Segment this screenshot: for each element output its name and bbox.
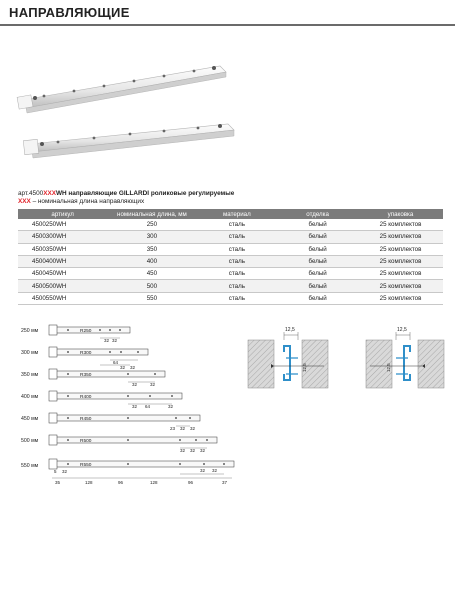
table-cell: белый — [277, 268, 358, 280]
r-label: R300 — [80, 351, 92, 356]
table-cell: 4500250WH — [18, 219, 107, 231]
size-label: 500 мм — [21, 438, 39, 444]
table-cell: сталь — [197, 255, 278, 267]
table-cell: 25 комплектов — [358, 243, 443, 255]
table-cell: сталь — [197, 231, 278, 243]
size-labels — [21, 328, 39, 469]
size-label: 550 мм — [21, 463, 39, 469]
table-cell: белый — [277, 292, 358, 304]
section-dim-side: 12,5 — [386, 363, 391, 372]
table-cell: 500 — [107, 280, 196, 292]
page-header — [0, 0, 455, 26]
size-label: 350 мм — [21, 372, 39, 378]
bottom-dim: 128 — [85, 480, 93, 485]
dim-label: 32 — [212, 468, 218, 473]
table-cell: сталь — [197, 219, 278, 231]
rail-400 — [52, 393, 182, 399]
size-label: 400 мм — [21, 394, 39, 400]
table-cell: 4500450WH — [18, 268, 107, 280]
dim-label: 32 — [130, 365, 136, 370]
r-label: R250 — [80, 329, 92, 334]
dim-label: 5 — [54, 469, 57, 474]
table-row — [18, 280, 443, 292]
table-cell: сталь — [197, 292, 278, 304]
dim-label: 32 — [180, 448, 186, 453]
table-cell: 4500500WH — [18, 280, 107, 292]
dim-label: 32 — [200, 468, 206, 473]
section-dim-top: 12,5 — [285, 327, 295, 333]
section-dim-top: 12,5 — [397, 327, 407, 333]
dim-label: 32 — [132, 404, 138, 409]
table-cell: 350 — [107, 243, 196, 255]
table-cell: белый — [277, 231, 358, 243]
rail-450 — [52, 415, 200, 421]
rail-300 — [52, 349, 148, 355]
table-cell: сталь — [197, 243, 278, 255]
bottom-dim: 96 — [188, 480, 194, 485]
description-note — [18, 198, 234, 206]
table-cell: белый — [277, 255, 358, 267]
size-label: 450 мм — [21, 416, 39, 422]
dim-label: 32 — [150, 382, 156, 387]
dim-label: 64 — [145, 404, 151, 409]
table-cell: 25 комплектов — [358, 219, 443, 231]
table-row — [18, 219, 443, 231]
table-cell: 25 комплектов — [358, 292, 443, 304]
section-dim-side: 12,5 — [302, 363, 307, 372]
dim-label: 32 — [190, 448, 196, 453]
note-code: XXX — [18, 198, 31, 205]
col-header: номинальная длина, мм — [107, 209, 196, 219]
table-cell: 4500300WH — [18, 231, 107, 243]
r-label: R350 — [80, 373, 92, 378]
slides-drawing — [0, 318, 235, 493]
section-left — [248, 327, 328, 388]
table-cell: белый — [277, 243, 358, 255]
table-cell: белый — [277, 219, 358, 231]
dim-label: 32 — [120, 365, 126, 370]
art-code: XXX — [43, 190, 56, 197]
r-label: R550 — [80, 463, 92, 468]
art-prefix: арт.4500 — [18, 190, 44, 197]
section-diagrams — [238, 322, 453, 392]
product-description — [18, 190, 234, 206]
dim-label: 32 — [62, 469, 68, 474]
table-cell: 25 комплектов — [358, 231, 443, 243]
table-cell: 450 — [107, 268, 196, 280]
r-label: R450 — [80, 417, 92, 422]
dim-label: 32 — [132, 382, 138, 387]
bottom-dim: 96 — [118, 480, 124, 485]
section-right — [366, 327, 444, 388]
rail-350 — [52, 371, 165, 377]
table-cell: 4500350WH — [18, 243, 107, 255]
table-row — [18, 243, 443, 255]
bottom-dim: 37 — [222, 480, 228, 485]
table-cell: 4500550WH — [18, 292, 107, 304]
dim-label: 64 — [113, 360, 119, 365]
header-rule — [0, 24, 455, 26]
dim-label: 32 — [190, 426, 196, 431]
table-row — [18, 255, 443, 267]
spec-table — [18, 209, 443, 305]
r-label: R400 — [80, 395, 92, 400]
dim-label: 32 — [112, 338, 118, 343]
r-label: R500 — [80, 439, 92, 444]
col-header: упаковка — [358, 209, 443, 219]
table-cell: сталь — [197, 280, 278, 292]
col-header: артикул — [18, 209, 107, 219]
table-row — [18, 231, 443, 243]
table-cell: сталь — [197, 268, 278, 280]
dim-label: 32 — [180, 426, 186, 431]
table-cell: 4500400WH — [18, 255, 107, 267]
table-row — [18, 292, 443, 304]
col-header: материал — [197, 209, 278, 219]
table-header-row — [18, 209, 443, 219]
table-cell: 25 комплектов — [358, 280, 443, 292]
col-header: отделка — [277, 209, 358, 219]
size-label: 250 мм — [21, 328, 39, 334]
bottom-dim: 35 — [55, 480, 61, 485]
table-cell: 300 — [107, 231, 196, 243]
description-line — [18, 190, 234, 198]
table-cell: 550 — [107, 292, 196, 304]
table-row — [18, 268, 443, 280]
dim-label: 32 — [168, 404, 174, 409]
table-cell: 25 комплектов — [358, 255, 443, 267]
page-title: НАПРАВЛЯЮЩИЕ — [9, 5, 130, 20]
bottom-dim: 128 — [150, 480, 158, 485]
dim-label: 32 — [200, 448, 206, 453]
table-cell: 250 — [107, 219, 196, 231]
art-suffix: WH направляющие GILLARDI роликовые регулируемые — [55, 190, 235, 197]
product-photo — [14, 52, 244, 172]
table-cell: белый — [277, 280, 358, 292]
note-text: – номинальная длина направляющих — [30, 198, 145, 205]
dim-label: 32 — [104, 338, 110, 343]
table-cell: 25 комплектов — [358, 268, 443, 280]
table-cell: 400 — [107, 255, 196, 267]
dim-label: 23 — [170, 426, 176, 431]
size-label: 300 мм — [21, 350, 39, 356]
rail-500 — [52, 437, 217, 443]
